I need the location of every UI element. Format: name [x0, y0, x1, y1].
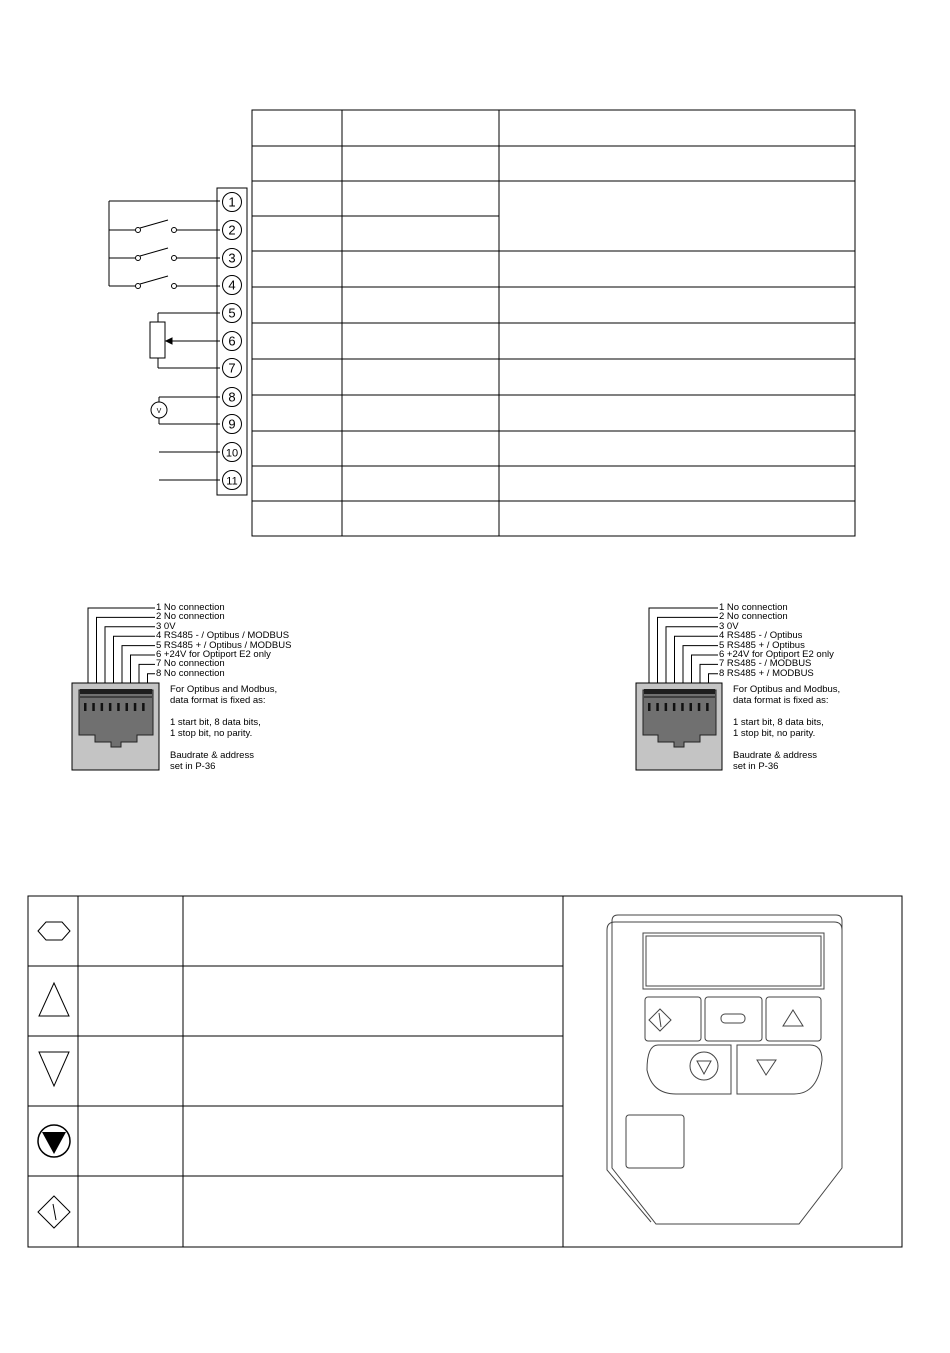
voltmeter-label: V	[156, 408, 162, 415]
contact-pin	[648, 703, 651, 711]
terminal-table	[252, 110, 855, 536]
terminal-number: 6	[228, 333, 236, 349]
pin-label: 4 RS485 - / Optibus	[719, 630, 803, 642]
terminal-number: 3	[228, 250, 236, 266]
contact-pin	[706, 703, 709, 711]
contact-pin	[134, 703, 137, 711]
pin-lead	[114, 636, 156, 683]
contact-pin	[698, 703, 701, 711]
contact-pin	[656, 703, 659, 711]
voltmeter	[151, 397, 220, 424]
terminal-block	[217, 188, 247, 495]
terminal-number: 5	[228, 305, 236, 321]
contact-pin	[665, 703, 668, 711]
terminal-numbers	[223, 193, 242, 490]
keypad-table	[28, 896, 902, 1247]
rj45-port-right	[636, 608, 722, 770]
terminal-number: 11	[226, 475, 238, 488]
contact-pin	[673, 703, 676, 711]
terminal-number: 2	[228, 222, 236, 238]
contact-pin	[92, 703, 95, 711]
pin-lead	[131, 655, 156, 683]
up-key-icon	[39, 983, 69, 1016]
pin-lead	[675, 636, 719, 683]
pin-label: 7 RS485 - / MODBUS	[719, 658, 812, 670]
terminal-number: 7	[228, 360, 236, 376]
navigate-key-icon	[38, 922, 70, 940]
pin-label: 7 No connection	[156, 658, 225, 670]
start-key-icon	[38, 1196, 70, 1228]
pin-lead	[692, 655, 719, 683]
pin-label: 8 RS485 + / MODBUS	[719, 667, 814, 679]
pin-label: 2 No connection	[156, 611, 225, 623]
terminal-number: 1	[228, 194, 236, 210]
contact-pin	[142, 703, 145, 711]
pin-label: 3 0V	[156, 620, 176, 632]
switch-wiring	[109, 201, 220, 289]
pin-label: 4 RS485 - / Optibus / MODBUS	[156, 630, 290, 642]
contact-pin	[109, 703, 112, 711]
terminal-number: 8	[228, 389, 236, 405]
rj45-port-left	[72, 608, 159, 770]
contact-pin	[681, 703, 684, 711]
pin-label: 2 No connection	[719, 611, 788, 623]
port-left-note: For Optibus and Modbus, data format is fixed as: 1 start bit, 8 data bits, 1 stop bit, no parity. Baudrate & address set in P-36	[170, 684, 278, 772]
contact-pin	[101, 703, 104, 711]
contact-pin	[117, 703, 120, 711]
pin-label: 6 +24V for Optiport E2 only	[719, 649, 834, 661]
pin-label: 5 RS485 + / Optibus	[719, 639, 805, 651]
pin-label: 1 No connection	[719, 602, 788, 613]
pin-lead	[709, 674, 719, 683]
keypad-drawing	[607, 915, 842, 1224]
port-right-pin-list	[719, 603, 834, 678]
pin-label: 6 +24V for Optiport E2 only	[156, 649, 271, 661]
terminal-number: 9	[228, 416, 236, 432]
down-key-icon	[39, 1052, 69, 1086]
contact-pin	[690, 703, 693, 711]
contact-pin	[84, 703, 87, 711]
pin-label: 1 No connection	[156, 602, 225, 613]
stop-key-icon	[38, 1125, 70, 1157]
pin-label: 5 RS485 + / Optibus / MODBUS	[156, 639, 292, 651]
pin-lead	[148, 674, 156, 683]
pin-label: 3 0V	[719, 620, 739, 632]
pin-label: 8 No connection	[156, 667, 225, 679]
contact-pin	[126, 703, 129, 711]
terminal-number: 10	[225, 447, 239, 460]
signal-lines	[159, 452, 220, 480]
port-left-pin-list	[156, 603, 291, 678]
potentiometer	[150, 313, 220, 368]
terminal-number: 4	[228, 277, 236, 293]
port-right-note: For Optibus and Modbus, data format is fixed as: 1 start bit, 8 data bits, 1 stop bit, no parity. Baudrate & address set in P-36	[733, 684, 841, 772]
